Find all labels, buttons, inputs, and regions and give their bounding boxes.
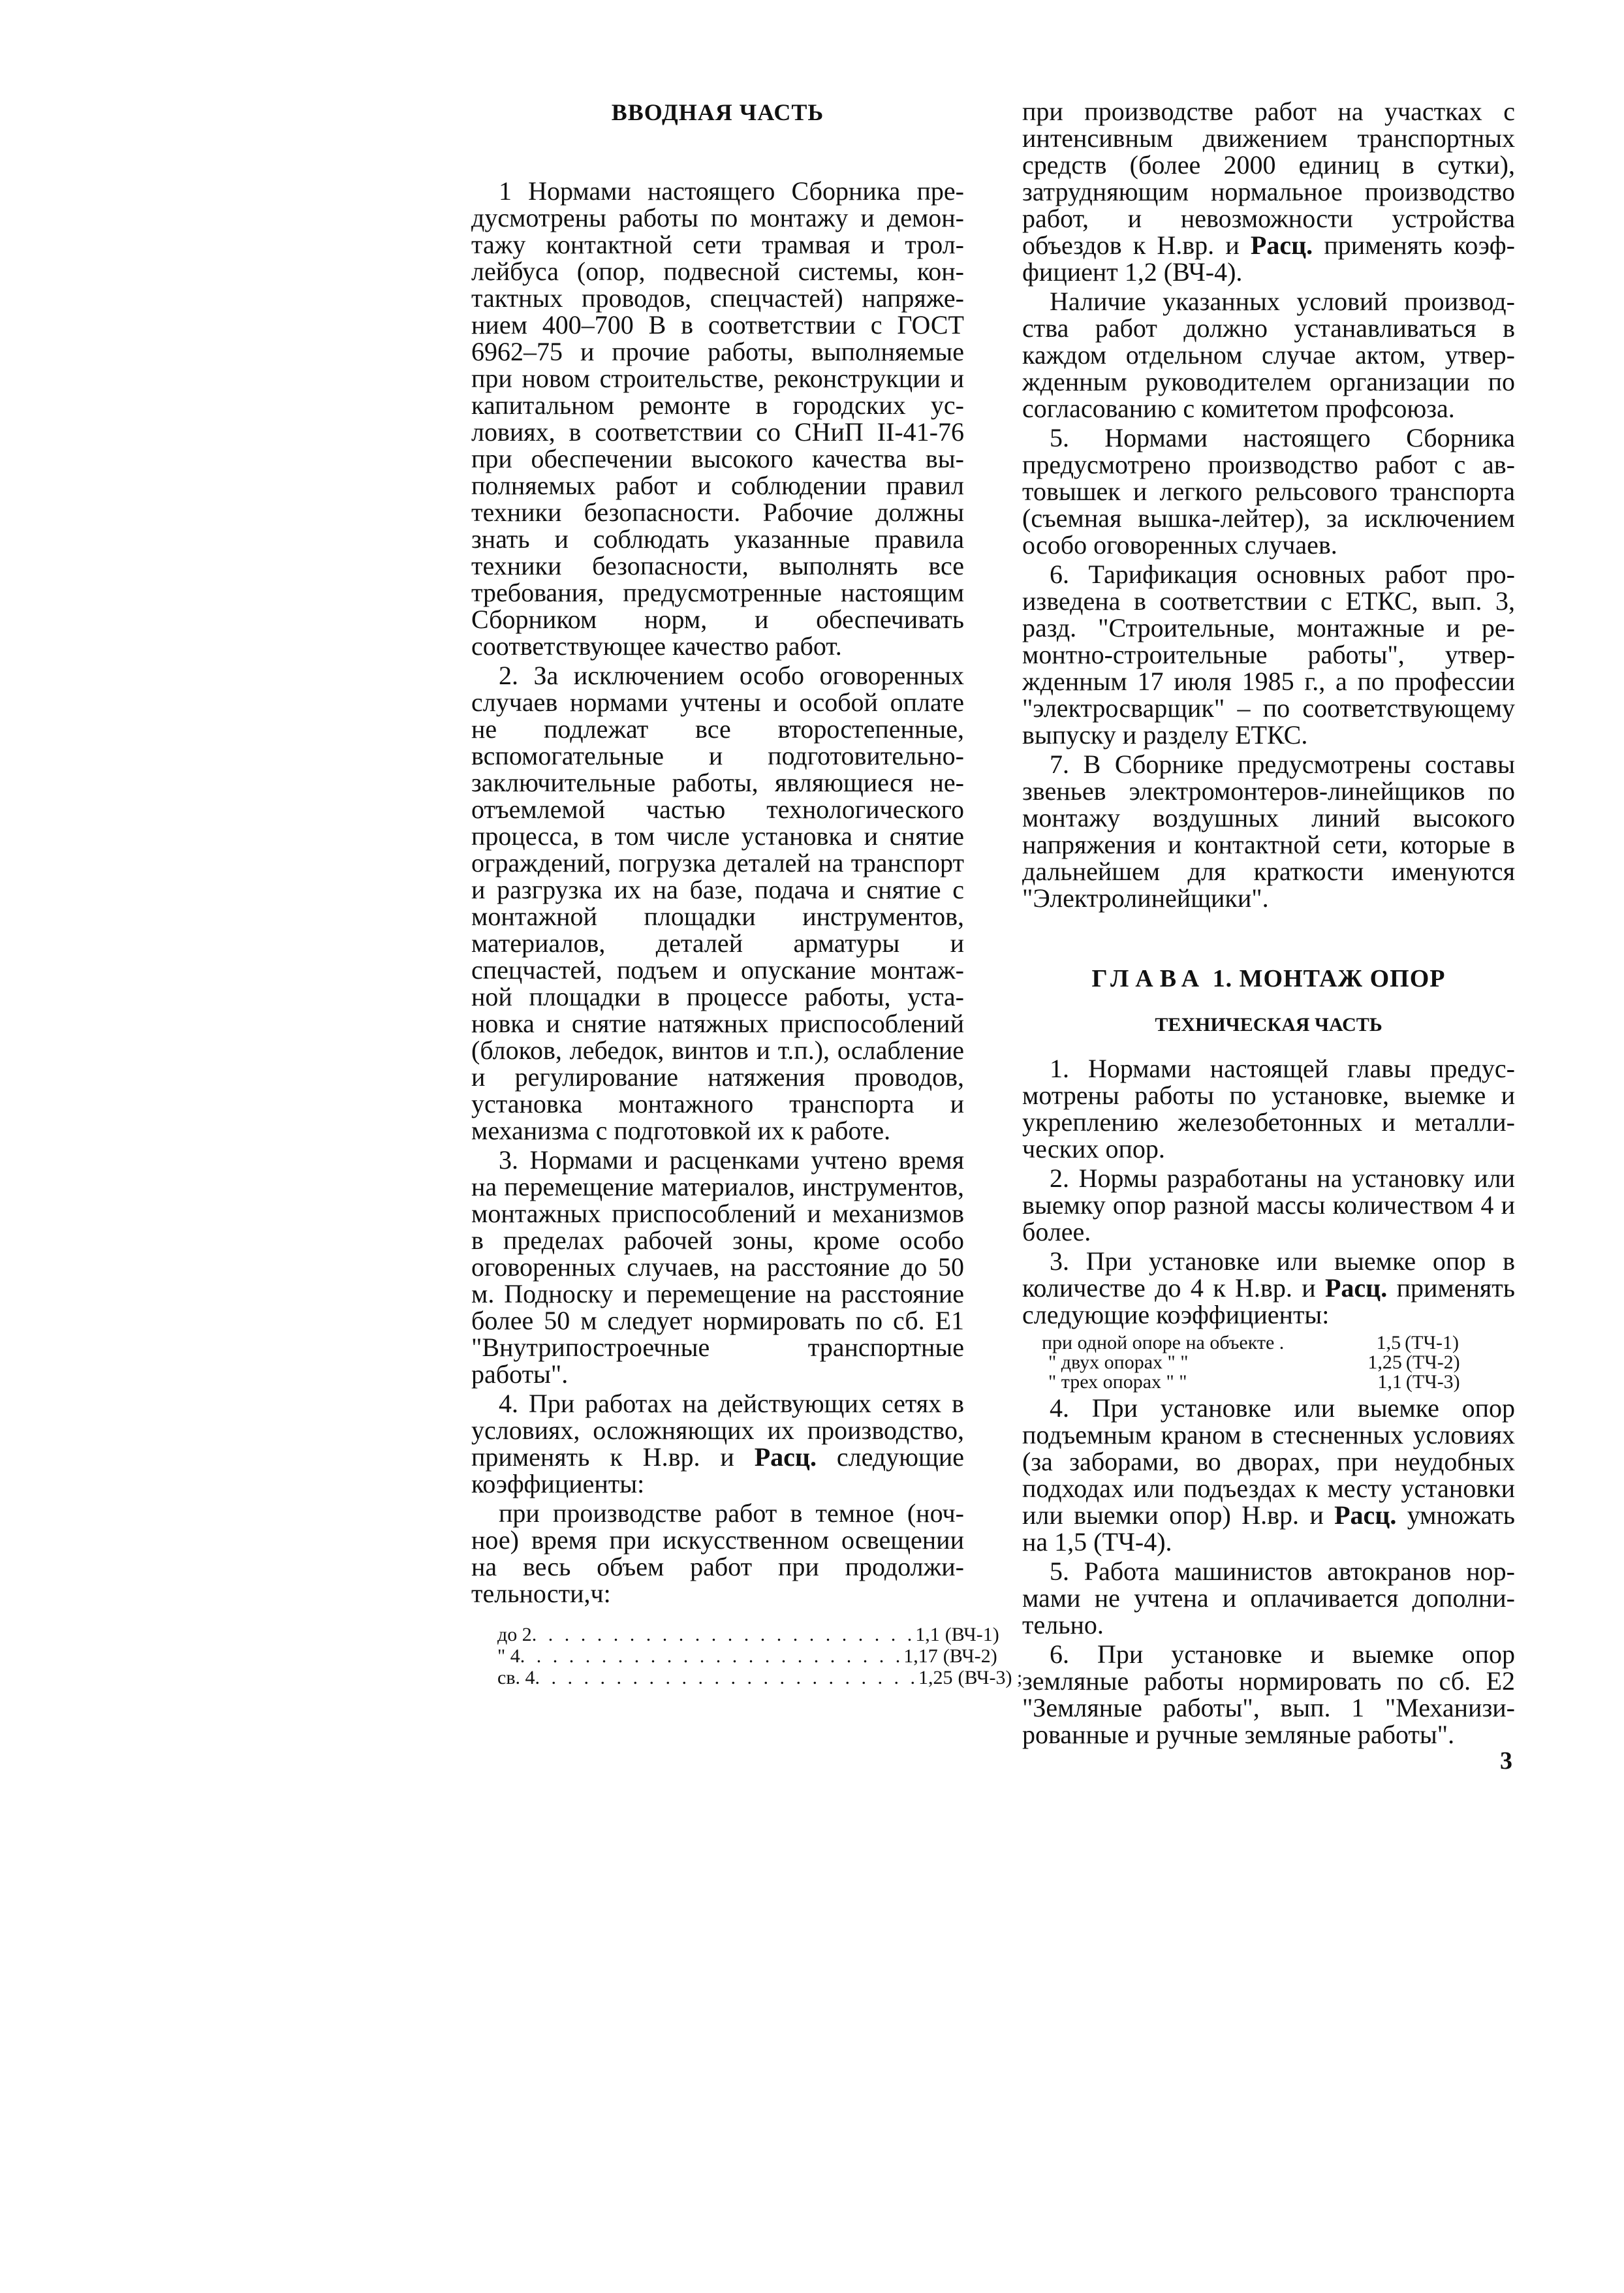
tc-code: (ТЧ-3) (1405, 1371, 1460, 1393)
coef-code: (ВЧ-3) ; (958, 1667, 1023, 1688)
coef-label: " 4 (497, 1645, 520, 1667)
tc-code: (ТЧ-2) (1405, 1352, 1460, 1373)
tc-label: " двух опорах " " (1048, 1352, 1189, 1373)
tc-label: " трех опорах " " (1048, 1371, 1187, 1393)
coef-value: 1,25 (918, 1667, 953, 1688)
tech-paragraph-4-text-b: умножать на 1,5 (ТЧ-4). (1022, 1500, 1515, 1557)
paragraph-7-crews: 7. В Сборнике предусмотрены составы звеньев электромонтеров-линейщиков по монтажу воздушных линий высокого напряжения и контактной сети, которые в дальнейшем для краткости именуются "Электролинейщики". (1022, 750, 1515, 913)
paragraph-2: 2. За исключением особо оговоренных случаев нормами учтены и особой оплате не подлежат все второстепенные, вспомогательные и подготовительно-заключительные работы, являющиеся неотъемлемой частью технологического процесса, в том числе установка и снятие ограждений, погрузка деталей на транспорт и разгрузка их на базе, подача и снятие с монтажной площадки инструментов, материалов, деталей арматуры и спецчастей, подъем и опускание монтажной площадки в процессе работы, установка и снятие натяжных приспособлений (блоков, лебедок, винтов и т.п.), ослабление и регулирование натяжения проводов, установка монтажного транспорта и механизма с подготовкой их к работе. (471, 661, 964, 1145)
coef-value: 1,1 (915, 1624, 940, 1645)
paragraph-conditions: Наличие указанных условий производства работ должно устанавливаться в каждом отдельном случае актом, утвержденным руководителем организации по согласованию с комитетом профсоюза. (1022, 287, 1515, 423)
tech-paragraph-3-text-b: применять следующие коэффициенты: (1022, 1273, 1516, 1329)
tech-paragraph-4 (1022, 1395, 1515, 1555)
paragraph-4 (471, 1390, 964, 1497)
coef-row (471, 1667, 1023, 1688)
paragraph-4-text-a: 4. При работах на действующих сетях в условиях, осложняющих их производство, применять к Н.вр. и (471, 1389, 964, 1472)
coef-row (471, 1645, 997, 1667)
tech-paragraph-3 (1022, 1248, 1515, 1328)
tech-paragraph-2: 2. Нормы разработаны на установку или выемку опор разной массы количеством 4 и более. (1022, 1163, 1515, 1246)
rasc-abbrev: Расц. (1250, 230, 1313, 260)
tc-value: 1,1 (1377, 1371, 1402, 1393)
rasc-abbrev: Расц. (1324, 1273, 1388, 1303)
tc-value: 1,5 (1376, 1332, 1401, 1353)
paragraph-5: при производстве работ в темное (ночное) время при искусственном освещении на весь объем работ при продолжительности,ч: (471, 1498, 964, 1608)
tc-code: (ТЧ-1) (1405, 1332, 1459, 1353)
right-column (1022, 98, 1515, 1748)
section-heading: ВВОДНАЯ ЧАСТЬ (611, 99, 824, 125)
tech-paragraph-5: 5. Работа машинистов автокранов нормами не учтена и оплачивается дополнительно. (1022, 1557, 1515, 1639)
paragraph-continued (1022, 98, 1515, 285)
coef-label: св. 4 (497, 1667, 535, 1688)
tc-row (1022, 1353, 1479, 1372)
tech-paragraph-3-text-a: 3. При установке или выемке опор в количестве до 4 к Н.вр. и (1022, 1246, 1515, 1303)
coef-label: до 2 (497, 1624, 532, 1645)
tc-row (1022, 1333, 1479, 1353)
paragraph-4-text-b: следующие коэффициенты: (471, 1442, 964, 1498)
paragraph-5-norms: 5. Нормами настоящего Сборника предусмотрено производство работ с автовышек и легкого рельсового транспорта (съемная вышка-лейтер), за исключением особо оговоренных случаев. (1022, 423, 1515, 560)
tech-paragraph-1: 1. Нормами настоящей главы предусмотрены работы по установке, выемке и укреплению железобетонных и металлических опор. (1022, 1054, 1515, 1163)
rasc-abbrev: Расц. (754, 1442, 817, 1472)
tc-label: при одной опоре на объекте . (1042, 1332, 1285, 1353)
paragraph-continued-text-a: при производстве работ на участках с интенсивным движением транспортных средств (более 2000 единиц в сутки), затрудняющим нормальное производство работ, и невозможности устройства объездов к Н.вр. и (1022, 97, 1515, 260)
tc-value: 1,25 (1367, 1352, 1402, 1373)
paragraph-continued-text-b: применять коэффициент 1,2 (ВЧ-4). (1022, 230, 1515, 287)
tech-paragraph-4-text-a: 4. При установке или выемке опор подъемным краном в стесненных условиях (за заборами, во дворах, при неудобных подходах или подъездах к месту установки или выемки опор) Н.вр. и (1022, 1393, 1515, 1530)
chapter-name: 1. МОНТАЖ ОПОР (1206, 965, 1446, 992)
coef-code: (ВЧ-1) (945, 1624, 999, 1645)
left-column (471, 98, 1023, 1688)
technical-part-heading: ТЕХНИЧЕСКАЯ ЧАСТЬ (1155, 1014, 1382, 1036)
tech-paragraph-6: 6. При установке и выемке опор земляные работы нормировать по сб. Е2 "Земляные работы", вып. 1 "Механизированные и ручные земляные работы". (1022, 1639, 1515, 1749)
night-coefficient-table (471, 1624, 1023, 1688)
leader-dots: . . . . . . . . . . . . . . . . . . . . . . . . (520, 1645, 904, 1667)
paragraph-1: 1 Нормами настоящего Сборника предусмотрены работы по монтажу и демонтажу контактной сети трамвая и троллейбуса (опор, подвесной системы, контактных проводов, спецчастей) напряжением 400–700 В в соответствии с ГОСТ 6962–75 и прочие работы, выполняемые при новом строительстве, реконструкции и капитальном ремонте в городских условиях, в соответствии со СНиП II-41-76 при обеспечении высокого качества выполняемых работ и соблюдении правил техники безопасности. Рабочие должны знать и соблюдать указанные правила техники безопасности, выполнять все требования, предусмотренные настоящим Сборником норм, и обеспечивать соответствующее качество работ. (471, 176, 964, 661)
leader-dots: . . . . . . . . . . . . . . . . . . . . . . . . (531, 1624, 916, 1645)
coef-value: 1,17 (903, 1645, 938, 1667)
tc-row (1022, 1372, 1479, 1392)
coef-code: (ВЧ-2) (943, 1645, 997, 1667)
paragraph-6-tarification: 6. Тарификация основных работ произведена в соответствии с ЕТКС, вып. 3, разд. "Строительные, монтажные и ремонтно-строительные работы", утвержденным 17 июля 1985 г., а по профессии "электросварщик" – по соответствующему выпуску и разделу ЕТКС. (1022, 560, 1515, 750)
page-number: 3 (1500, 1747, 1512, 1775)
leader-dots: . . . . . . . . . . . . . . . . . . . . . . . . (535, 1667, 918, 1688)
coef-row (471, 1624, 999, 1645)
rasc-abbrev: Расц. (1334, 1500, 1397, 1530)
support-coefficient-table (1022, 1333, 1515, 1392)
paragraph-3: 3. Нормами и расценками учтено время на перемещение материалов, инструментов, монтажных приспособлений и механизмов в пределах рабочей зоны, кроме особо оговоренных случаев, на расстояние до 50 м. Подноску и перемещение на расстояние более 50 м следует нормировать по сб. Е1 "Внутрипостроечные транспортные работы". (471, 1145, 964, 1389)
chapter-prefix: ГЛАВА (1091, 965, 1206, 992)
chapter-title (1022, 964, 1515, 994)
